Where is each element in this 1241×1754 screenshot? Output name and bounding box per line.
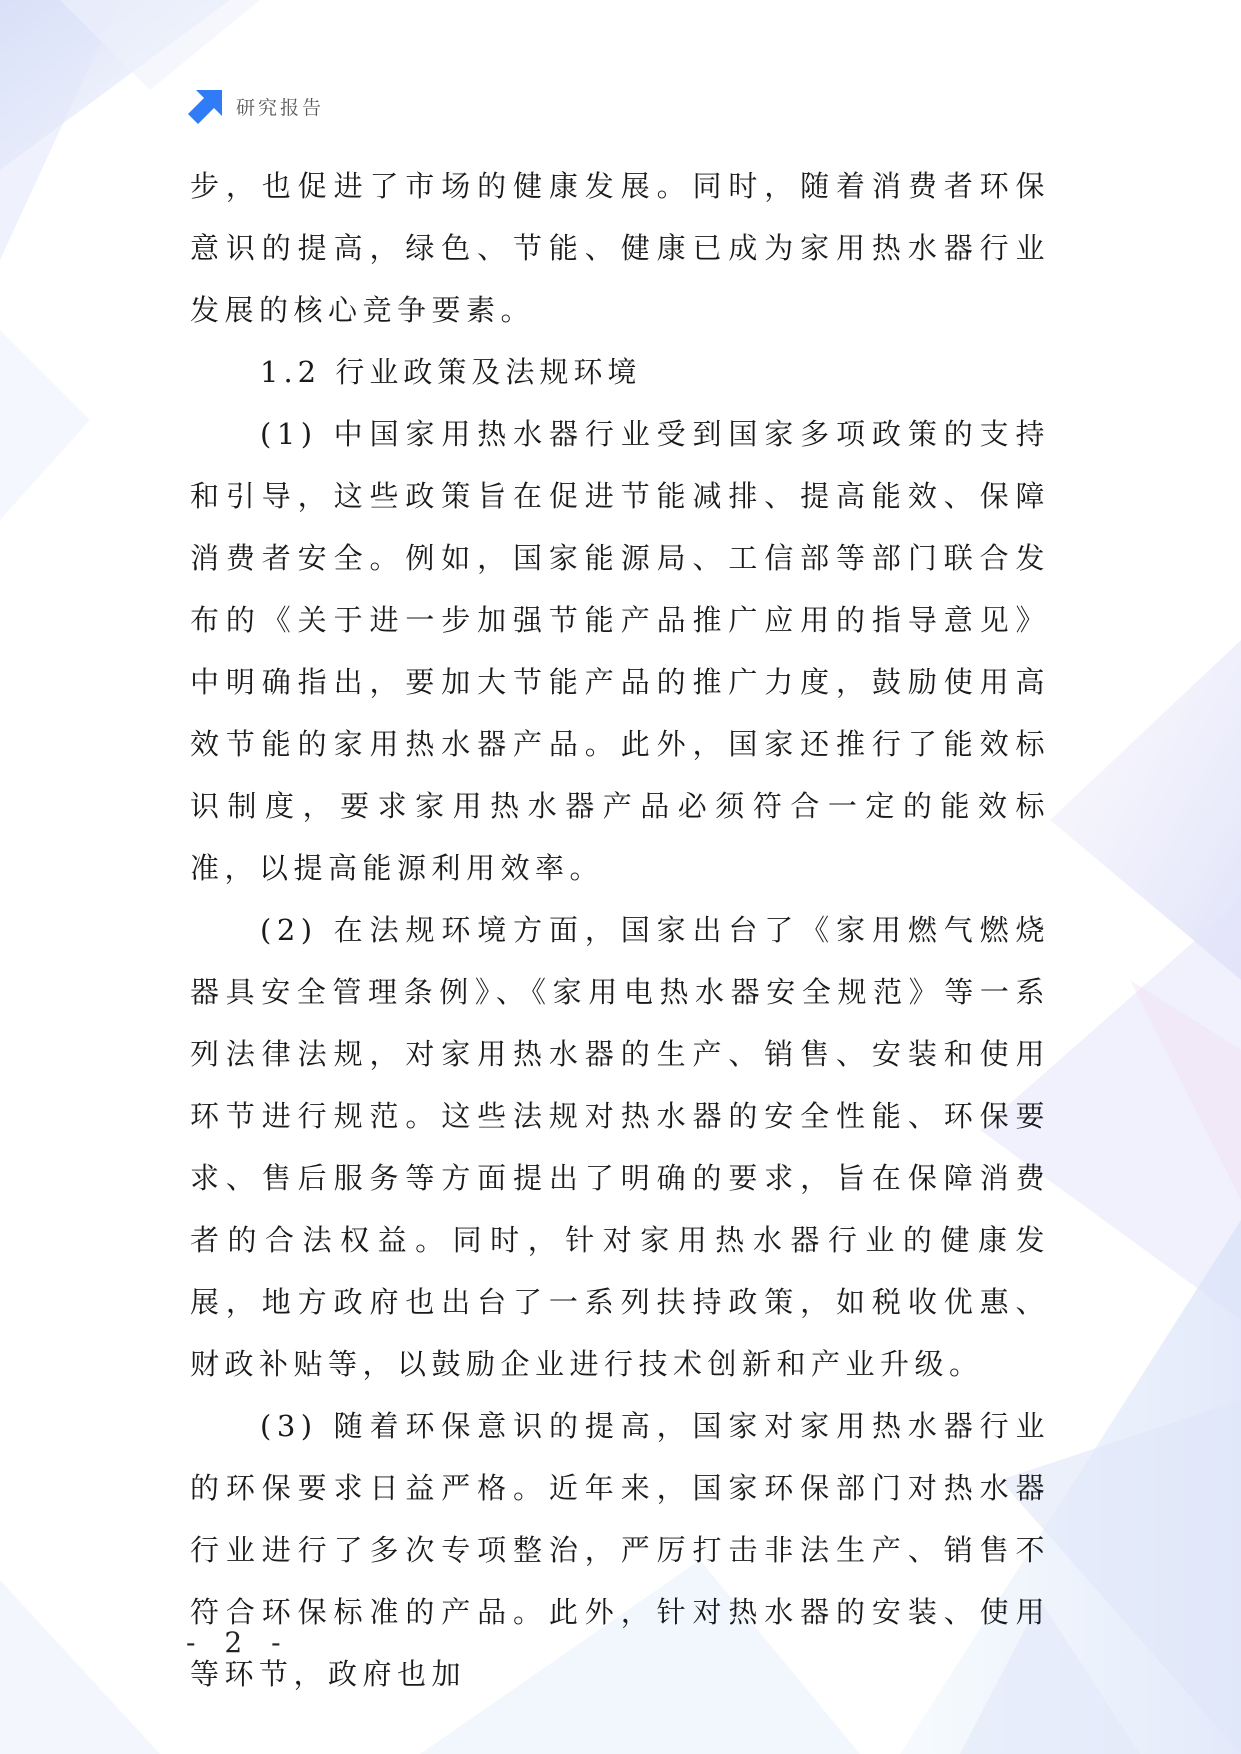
page-number: - 2 - (186, 1626, 291, 1659)
document-body (190, 155, 1050, 1705)
paragraph-continuation: 步，也促进了市场的健康发展。同时，随着消费者环保意识的提高，绿色、节能、健康已成为家用热水器行业发展的核心竞争要素。 (190, 169, 1050, 327)
header-title: 研究报告 (236, 96, 325, 119)
section-heading: 1.2 行业政策及法规环境 (260, 355, 642, 389)
paragraph-policy-3: (3) 随着环保意识的提高，国家对家用热水器行业的环保要求日益严格。近年来，国家环保部门对热水器行业进行了多次专项整治，严厉打击非法生产、销售不符合环保标准的产品。此外，针对热水器的安装、使用等环节，政府也加 (190, 1409, 1050, 1691)
arrow-up-right-icon (188, 88, 224, 124)
paragraph-policy-1: (1) 中国家用热水器行业受到国家多项政策的支持和引导，这些政策旨在促进节能减排、提高能效、保障消费者安全。例如，国家能源局、工信部等部门联合发布的《关于进一步加强节能产品推广应用的指导意见》中明确指出，要加大节能产品的推广力度，鼓励使用高效节能的家用热水器产品。此外，国家还推行了能效标识制度，要求家用热水器产品必须符合一定的能效标准，以提高能源利用效率。 (190, 417, 1050, 885)
paragraph-policy-2: (2) 在法规环境方面，国家出台了《家用燃气燃烧器具安全管理条例》、《家用电热水器安全规范》等一系列法律法规，对家用热水器的生产、销售、安装和使用环节进行规范。这些法规对热水器的安全性能、环保要求、售后服务等方面提出了明确的要求，旨在保障消费者的合法权益。同时，针对家用热水器行业的健康发展，地方政府也出台了一系列扶持政策，如税收优惠、财政补贴等，以鼓励企业进行技术创新和产业升级。 (190, 913, 1050, 1381)
report-header (188, 88, 324, 124)
